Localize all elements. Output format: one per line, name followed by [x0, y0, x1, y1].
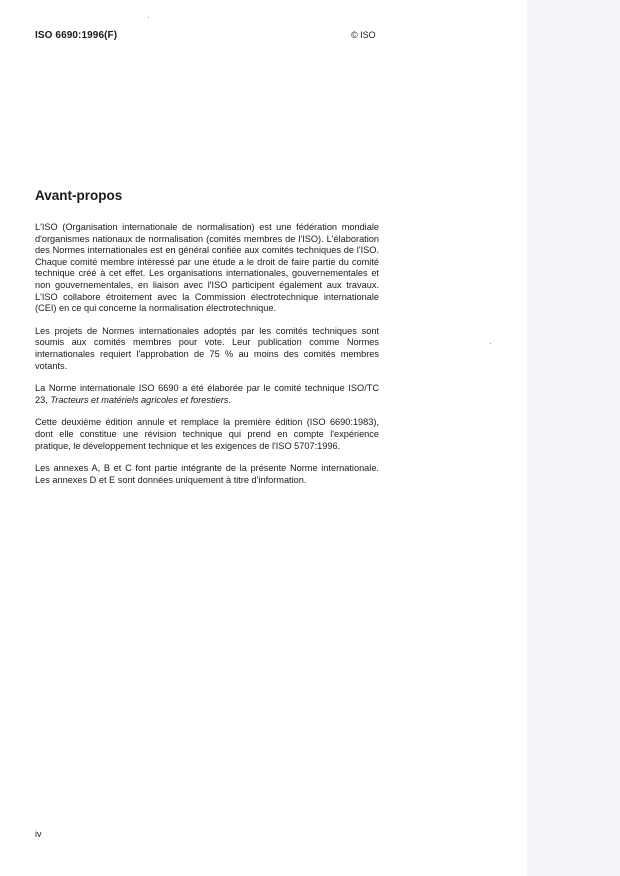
paragraph-edition: Cette deuxième édition annule et remplace la première édition (ISO 6690:1983), dont elle constitue une révision technique qui prend en compte l'expérience pratique, le développement technique et les exigences de l'ISO 5707:1996. — [35, 417, 379, 451]
committee-title: Tracteurs et matériels agricoles et forestiers — [50, 394, 229, 405]
page-margin-strip — [527, 0, 620, 876]
copyright-notice: © ISO — [351, 30, 376, 40]
paragraph-organisation: L'ISO (Organisation internationale de normalisation) est une fédération mondiale d'organismes nationaux de normalisation (comités membres de l'ISO). L'élaboration des Normes internationales est en général confiée aux comités techniques de l'ISO. Chaque comité membre intéressé par une étude a le droit de faire partie du comité technique créé à cet effet. Les organisations internationales, gouvernementales et non gouvernementales, en liaison avec l'ISO participent également aux travaux. L'ISO collabore étroitement avec la Commission électrotechnique internationale (CEI) en ce qui concerne la normalisation électrotechnique. — [35, 222, 379, 314]
committee-text: La Norme internationale ISO 6690 a été élaborée par le comité technique ISO/TC 23, — [35, 383, 379, 405]
scan-speck — [148, 17, 149, 18]
page-number: iv — [35, 829, 42, 839]
paragraph-voting: Les projets de Normes internationales adoptés par les comités techniques sont soumis aux comités membres pour vote. Leur publication comme Normes internationales requiert l'approbation de 75 % au moins des comités membres votants. — [35, 325, 379, 371]
document-code: ISO 6690:1996(F) — [35, 30, 118, 41]
scan-speck — [490, 343, 491, 344]
paragraph-annexes: Les annexes A, B et C font partie intégrante de la présente Norme internationale. Les annexes D et E sont données uniquement à titre d'information. — [35, 463, 379, 485]
section-title: Avant-propos — [35, 188, 123, 203]
paragraph-committee — [35, 383, 379, 406]
foreword-body — [35, 222, 379, 497]
committee-end: . — [228, 394, 231, 405]
